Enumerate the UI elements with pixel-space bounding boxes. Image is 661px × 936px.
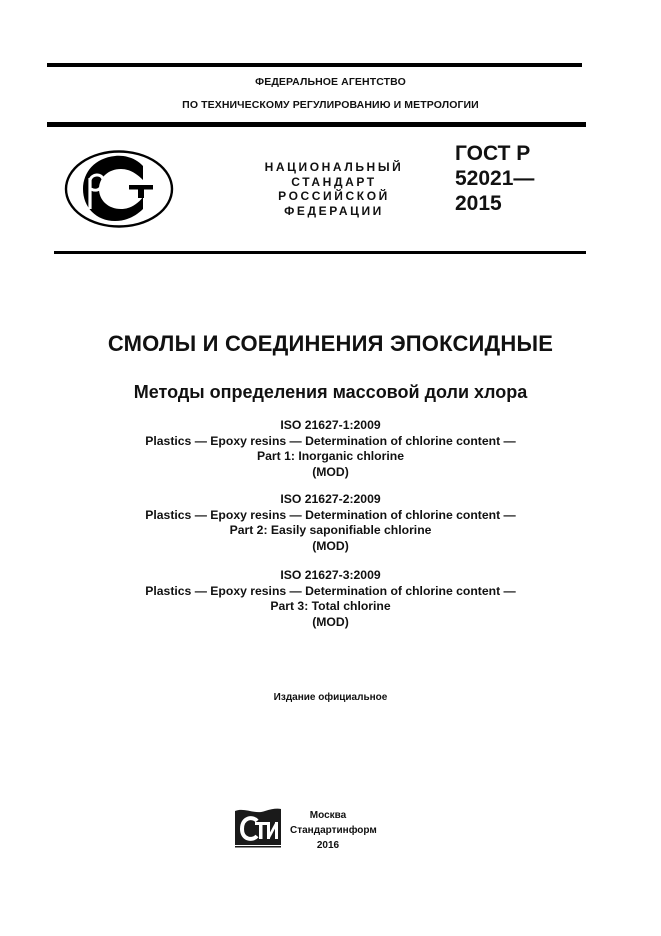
iso-reference-1 [0, 418, 661, 480]
iso-modification: (MOD) [312, 614, 349, 629]
iso-modification: (MOD) [312, 538, 349, 553]
iso-part: Part 2: Easily saponifiable chlorine [229, 523, 432, 537]
national-standard-label [250, 160, 418, 218]
national-standard-line2: СТАНДАРТ [291, 174, 377, 189]
standartinform-sti-logo-icon [233, 805, 283, 849]
iso-modification: (MOD) [312, 464, 349, 479]
publisher-logo [233, 805, 283, 849]
iso-title: Plastics — Epoxy resins — Determination of chlorine content — [145, 507, 516, 522]
gost-r-certification-mark-icon [63, 149, 175, 229]
publisher-city: Москва [309, 810, 347, 821]
document-subtitle: Методы определения массовой доли хлора [133, 382, 528, 402]
header-bottom-rule [47, 122, 586, 127]
iso-part: Part 3: Total chlorine [270, 599, 391, 613]
agency-name-line1: ФЕДЕРАЛЬНОЕ АГЕНТСТВО [255, 76, 406, 88]
designation-bottom-rule [54, 251, 586, 254]
designation-line3: 2015 [455, 192, 502, 215]
iso-reference-3 [0, 568, 661, 630]
iso-code: ISO 21627-2:2009 [280, 492, 381, 506]
document-title: СМОЛЫ И СОЕДИНЕНИЯ ЭПОКСИДНЫЕ [107, 331, 554, 356]
iso-part: Part 1: Inorganic chlorine [257, 449, 404, 463]
top-rule [47, 63, 582, 67]
national-standard-line1: НАЦИОНАЛЬНЫЙ [264, 160, 404, 174]
gost-r-logo [63, 149, 175, 229]
agency-name-line2: ПО ТЕХНИЧЕСКОМУ РЕГУЛИРОВАНИЮ И МЕТРОЛОГИИ [182, 99, 479, 111]
standard-designation [455, 141, 534, 216]
iso-reference-2 [0, 492, 661, 554]
iso-code: ISO 21627-3:2009 [280, 568, 381, 582]
iso-title: Plastics — Epoxy resins — Determination of chlorine content — [145, 583, 516, 598]
publisher-name: Стандартинформ [290, 825, 377, 836]
publication-year: 2016 [316, 840, 340, 851]
iso-code: ISO 21627-1:2009 [280, 418, 381, 432]
edition-label: Издание официальное [273, 692, 388, 703]
national-standard-line4: ФЕДЕРАЦИИ [284, 203, 384, 218]
designation-line1: ГОСТ Р [455, 142, 531, 165]
designation-line2: 52021— [455, 167, 535, 190]
iso-title: Plastics — Epoxy resins — Determination of chlorine content — [145, 433, 516, 448]
publisher-imprint [290, 808, 377, 853]
national-standard-line3: РОССИЙСКОЙ [278, 189, 390, 204]
